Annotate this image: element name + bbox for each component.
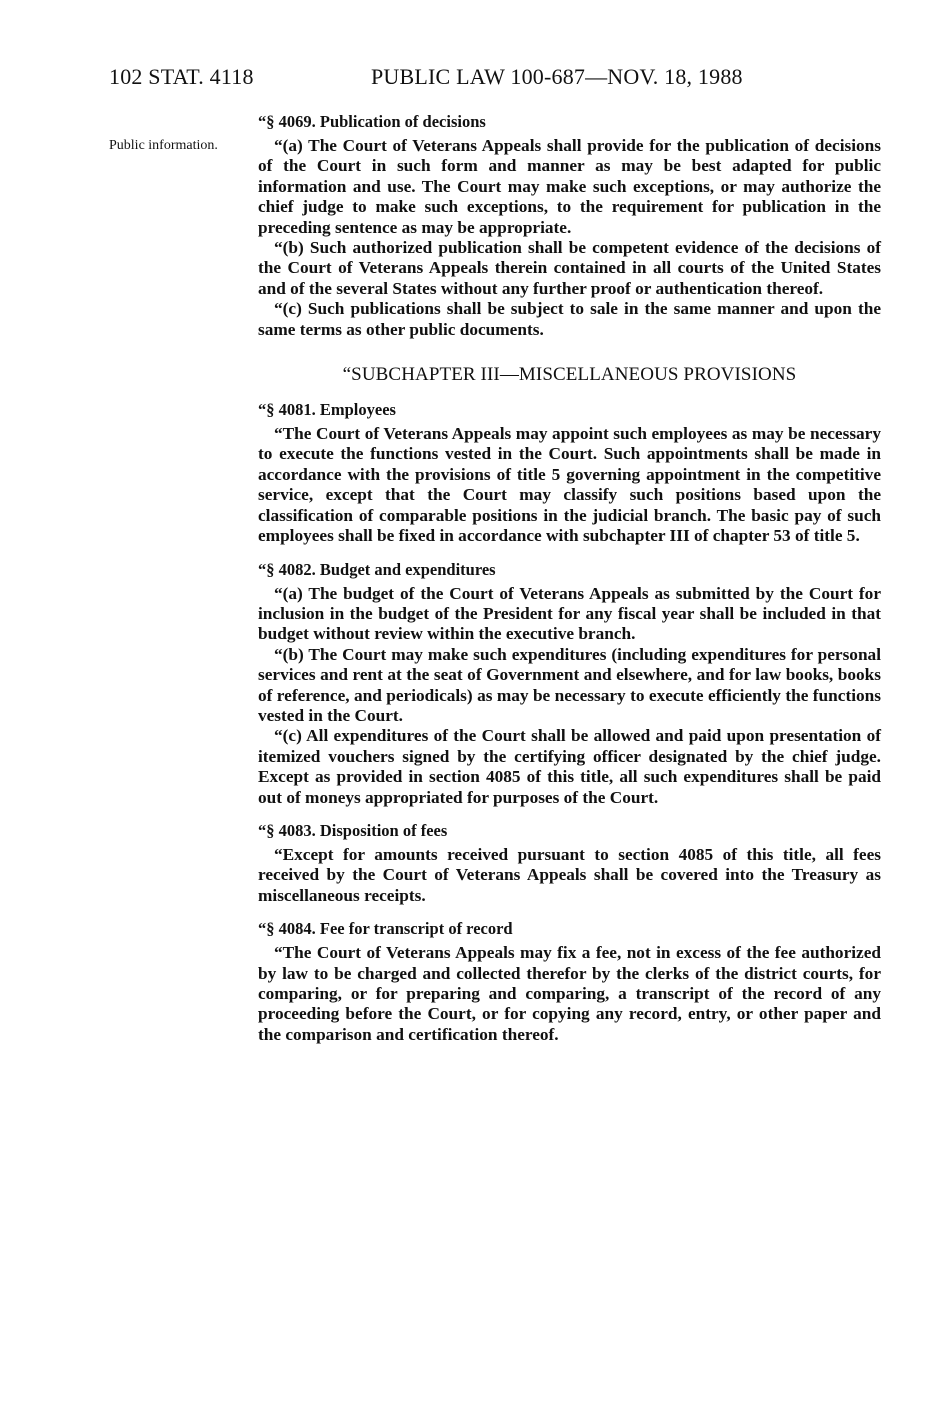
section-4069-heading: “§ 4069. Publication of decisions (258, 112, 486, 131)
public-law-citation: PUBLIC LAW 100-687—NOV. 18, 1988 (371, 64, 743, 89)
spacer (258, 906, 881, 919)
margin-note: Public information. (109, 138, 218, 153)
section-4082-para-c: “(c) All expenditures of the Court shall be allowed and paid upon presentation of itemized vouchers signed by the certifying officer designated by the chief judge. Except as provided in section 4085 of this title, all such expenditures shall be paid out of moneys appropriated for purposes of the Court. (258, 726, 881, 807)
spacer (258, 808, 881, 821)
section-4069-para-a: “(a) The Court of Veterans Appeals shall provide for the publication of decisions of the Court in such form and manner as may be best adapted for public information and use. The Court may make such exceptions, or may authorize the chief judge to make such exceptions, to the requirement for publication in the preceding sentence as may be appropriate. (258, 136, 881, 237)
section-4084-para: “The Court of Veterans Appeals may fix a fee, not in excess of the fee authorized by law to be charged and collected therefor by the clerks of the district courts, for comparing, or for preparing and comparing, a transcript of the record of any proceeding before the Court, or for copying any record, entry, or other paper and the comparison and certification thereof. (258, 943, 881, 1044)
section-4069-para-c: “(c) Such publications shall be subject to sale in the same manner and upon the same terms as other public documents. (258, 299, 881, 339)
subchapter-heading: “SUBCHAPTER III—MISCELLANEOUS PROVISIONS (342, 364, 797, 386)
spacer (258, 547, 881, 560)
statute-page-number: 102 STAT. 4118 (109, 64, 254, 89)
section-4081-para: “The Court of Veterans Appeals may appoint such employees as may be necessary to execute the functions vested in the Court. Such appointments shall be made in accordance with the provisions of title 5 governing appointment in the competitive service, except that the Court may classify such positions based upon the classification of comparable positions in the judicial branch. The basic pay of such employees shall be fixed in accordance with subchapter III of chapter 53 of title 5. (258, 424, 881, 546)
section-4069-para-b: “(b) Such authorized publication shall be competent evidence of the decisions of the Court of Veterans Appeals therein contained in all courts of the United States and of the several States without any further proof or authentication thereof. (258, 238, 881, 298)
section-4082-para-a: “(a) The budget of the Court of Veterans Appeals as submitted by the Court for inclusion in the budget of the President for any fiscal year shall be included in that budget without review within the executive branch. (258, 583, 881, 644)
section-4083-para: “Except for amounts received pursuant to section 4085 of this title, all fees received by the Court of Veterans Appeals shall be covered into the Treasury as miscellaneous receipts. (258, 844, 881, 905)
section-4082-heading: “§ 4082. Budget and expenditures (258, 559, 496, 579)
section-4083-heading: “§ 4083. Disposition of fees (258, 820, 448, 840)
section-4082-para-b: “(b) The Court may make such expenditures (including expenditures for personal services and rent at the seat of Government and elsewhere, and for law books, books of reference, and periodicals) as may be necessary to execute efficiently the functions vested in the Court. (258, 644, 881, 725)
statute-text (258, 112, 881, 1045)
section-4081-heading: “§ 4081. Employees (258, 400, 396, 420)
section-4084-heading: “§ 4084. Fee for transcript of record (258, 919, 513, 939)
